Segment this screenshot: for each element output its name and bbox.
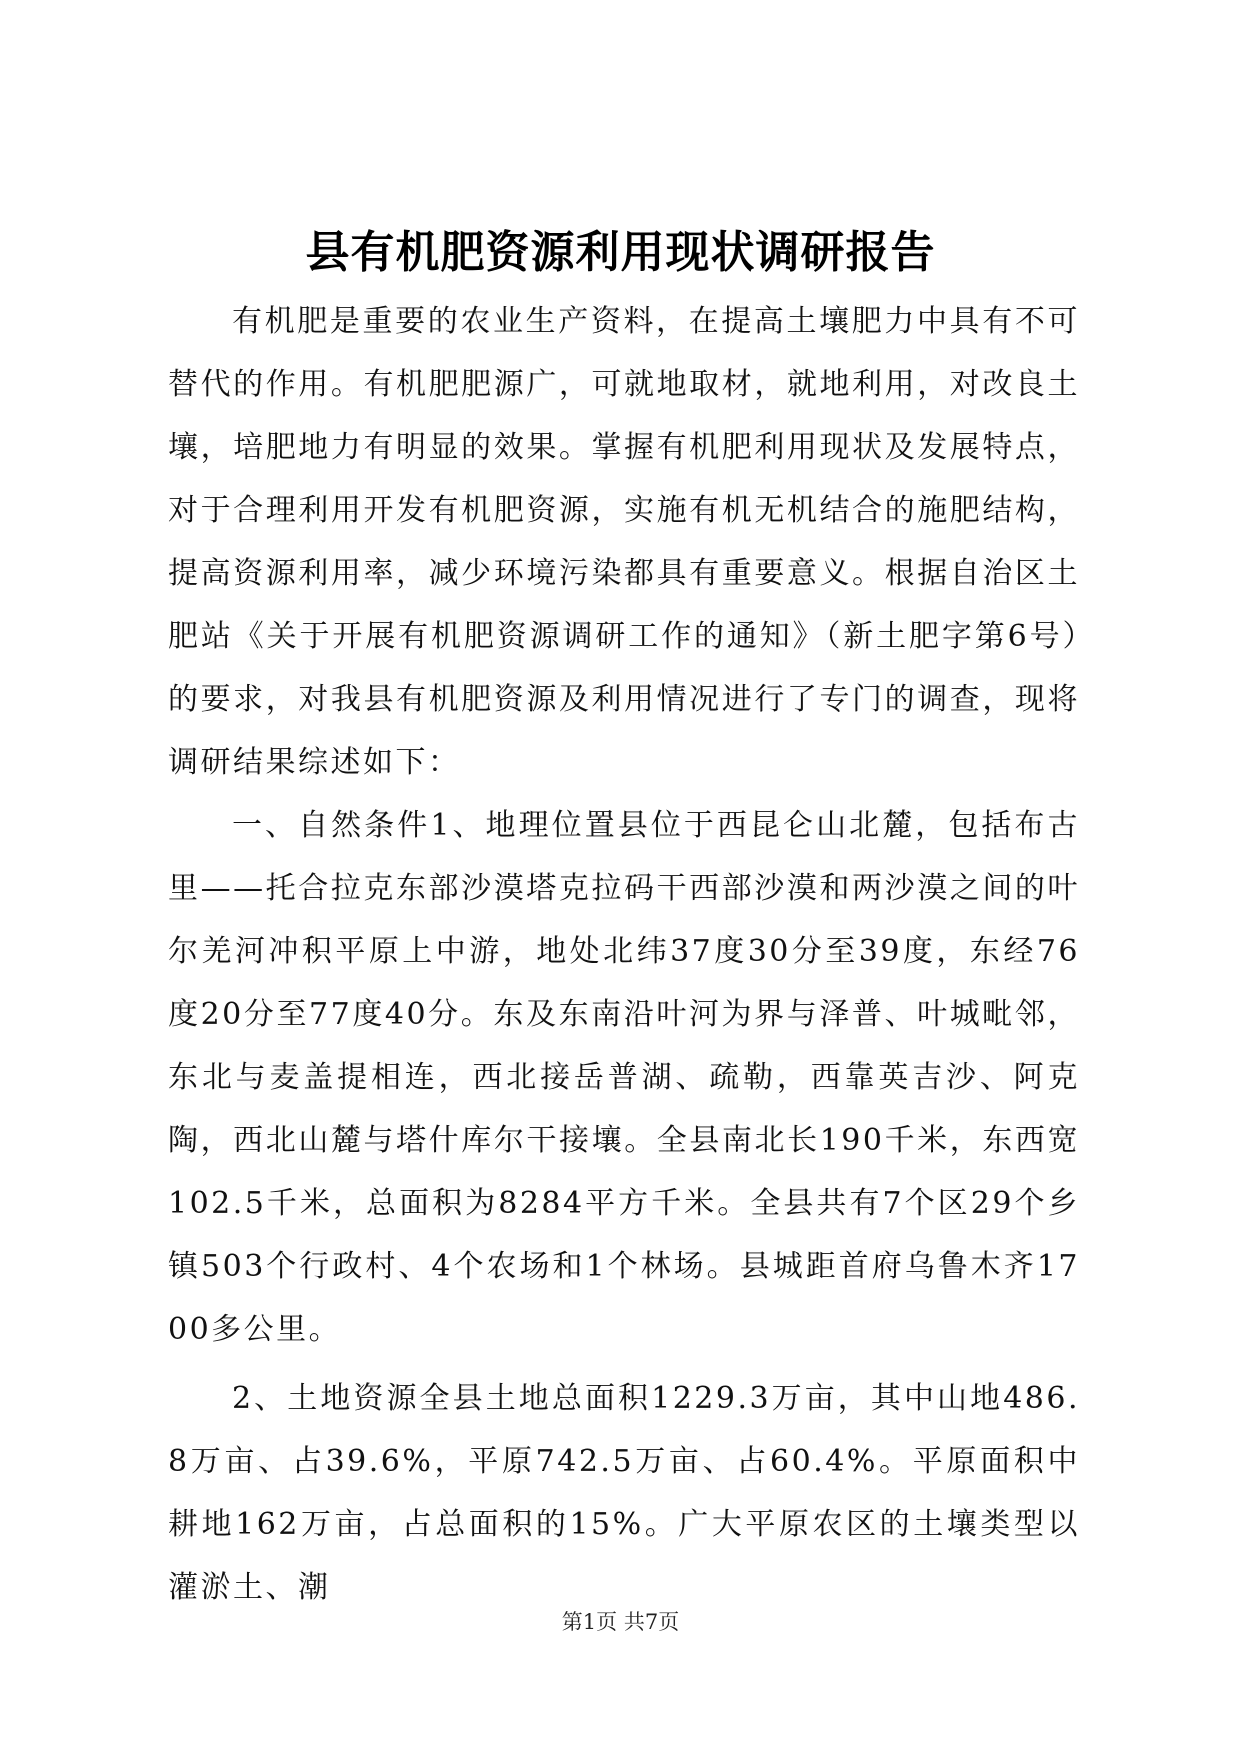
paragraph-intro: 有机肥是重要的农业生产资料，在提高土壤肥力中具有不可替代的作用。有机肥肥源广，可就地取材，就地利用，对改良土壤，培肥地力有明显的效果。掌握有机肥利用现状及发展特点，对于合理利用开发有机肥资源，实施有机无机结合的施肥结构，提高资源利用率，减少环境污染都具有重要意义。根据自治区土肥站《关于开展有机肥资源调研工作的通知》（新土肥字第6号）的要求，对我县有机肥资源及利用情况进行了专门的调查，现将调研结果综述如下： [168, 304, 1080, 780]
document-body [168, 290, 1080, 1619]
paragraph-natural-conditions: 一、自然条件1、地理位置县位于西昆仑山北麓，包括布古里——托合拉克东部沙漠塔克拉码干西部沙漠和两沙漠之间的叶尔羌河冲积平原上中游，地处北纬37度30分至39度，东经76度20分至77度40分。东及东南沿叶河为界与泽普、叶城毗邻，东北与麦盖提相连，西北接岳普湖、疏勒，西靠英吉沙、阿克陶，西北山麓与塔什库尔干接壤。全县南北长190千米，东西宽102.5千米，总面积为8284平方千米。全县共有7个区29个乡镇503个行政村、4个农场和1个林场。县城距首府乌鲁木齐1700多公里。 [168, 808, 1080, 1347]
page-number-footer: 第1页 共7页 [561, 1610, 680, 1634]
document-title: 县有机肥资源利用现状调研报告 [305, 227, 936, 278]
paragraph-land-resources: 2、土地资源全县土地总面积1229.3万亩，其中山地486.8万亩、占39.6%，平原742.5万亩、占60.4%。平原面积中耕地162万亩，占总面积的15%。广大平原农区的土壤类型以灌淤土、潮 [168, 1381, 1080, 1605]
